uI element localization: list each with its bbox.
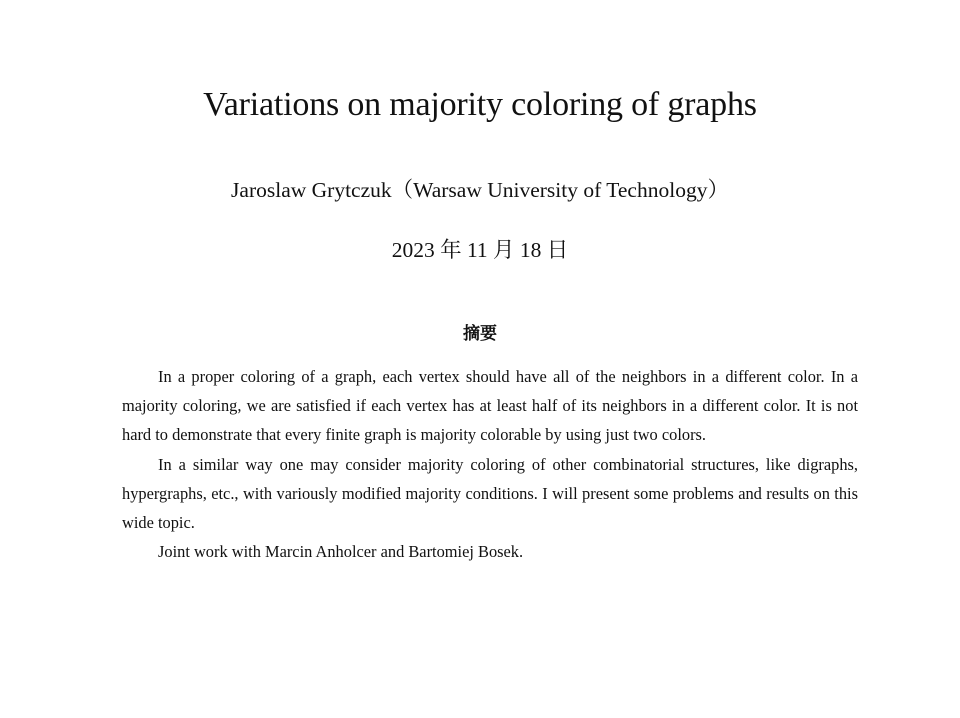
abstract-paragraph: In a proper coloring of a graph, each vertex should have all of the neighbors in a different color. In a majority coloring, we are satisfied if each vertex has at least half of its neighbors in a different color. It is not hard to demonstrate that every finite graph is majority colorable by using just two colors. bbox=[122, 367, 858, 445]
author-affiliation: Jaroslaw Grytczuk（Warsaw University of Technology） bbox=[231, 178, 729, 202]
date: 2023 年 11 月 18 日 bbox=[391, 238, 569, 262]
abstract-body bbox=[122, 362, 858, 566]
paper-title: Variations on majority coloring of graphs bbox=[203, 86, 757, 123]
abstract-paragraph: In a similar way one may consider majority coloring of other combinatorial structures, like digraphs, hypergraphs, etc., with variously modified majority conditions. I will present some problems and results on this wide topic. bbox=[122, 454, 858, 533]
abstract-heading: 摘要 bbox=[463, 324, 497, 344]
abstract-paragraph: Joint work with Marcin Anholcer and Bartomiej Bosek. bbox=[158, 542, 524, 562]
